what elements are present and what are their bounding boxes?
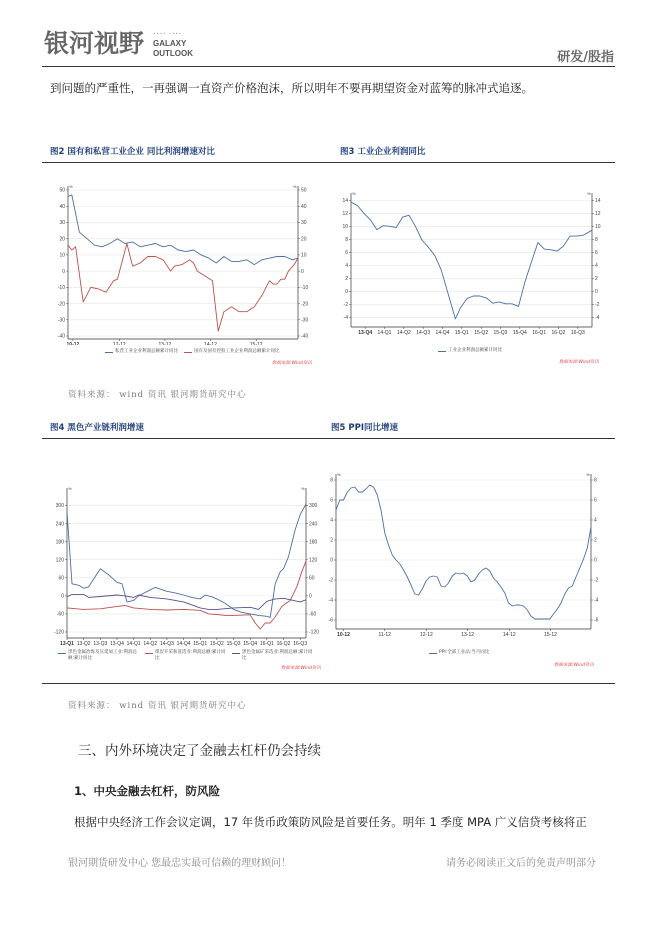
y-tick-label-right: -60	[309, 611, 317, 618]
x-tick-label: 15-Q4	[243, 641, 258, 647]
y-tick-label-right: 30	[301, 220, 307, 227]
figure-3-chart	[330, 180, 615, 345]
figure-2-title: 图2 国有和私营工业企业 同比利润增速对比	[50, 147, 215, 157]
y-tick-label-right: 240	[309, 521, 318, 528]
figure-3-title: 图3 工业企业利润同比	[340, 147, 426, 157]
y-tick-label-right: 14	[595, 197, 601, 204]
y-tick-label-right: 6	[594, 497, 597, 504]
x-tick-label: 11-12	[378, 632, 391, 638]
legend-label: PPI:全部工业品:当月同比	[439, 650, 490, 655]
y-tick-label-left: 300	[55, 503, 64, 510]
footer-right: 请务必阅读正文后的免责声明部分	[446, 858, 596, 869]
x-tick-label: 16-Q3	[570, 330, 585, 336]
legend-label: 黑色金属矿采选业:利润总额:累计同比	[242, 650, 313, 661]
section-subheading: 1、中央金融去杠杆，防风险	[74, 784, 221, 798]
x-tick-label: 16-Q1	[259, 641, 274, 647]
x-tick-label: 15-Q3	[226, 641, 241, 647]
y-tick-label-right: 0	[301, 268, 304, 275]
x-tick-label: 12-12	[419, 632, 433, 638]
chart2-source: 数据来源:Wind资讯	[272, 361, 312, 366]
chart2-legend-2	[184, 349, 280, 355]
header-rule	[42, 66, 615, 67]
unit-label-left: %	[352, 191, 356, 196]
section-tag: 研发/股指	[557, 50, 614, 65]
y-tick-label-left: 240	[55, 521, 64, 528]
y-tick-label-left: 6	[330, 497, 333, 504]
y-tick-label-right: 0	[309, 593, 312, 600]
x-tick-label: 15-Q2	[209, 641, 224, 647]
chart5-source: 数据来源:Wind资讯	[554, 663, 594, 668]
y-tick-label-right: 4	[594, 517, 597, 524]
legend-label: 私营工业企业利润总额累计同比	[115, 349, 178, 354]
x-tick-label: 15-12	[249, 342, 263, 345]
y-tick-label-left: -6	[328, 617, 333, 624]
chart3-legend	[438, 348, 502, 354]
y-tick-label-left: 8	[345, 237, 348, 244]
y-tick-label-left: 0	[62, 268, 65, 275]
x-tick-label: 16-Q3	[293, 641, 308, 647]
y-tick-label-left: -40	[57, 333, 65, 340]
logo-dots: •••• ••••	[153, 31, 183, 36]
x-tick-label: 14-Q4	[176, 641, 191, 647]
chart4-legend-3	[232, 650, 316, 661]
y-tick-label-right: -6	[594, 617, 599, 624]
footer-left: 银河期货研发中心 您最忠实最可信赖的理财顾问！	[68, 858, 292, 869]
y-tick-label-right: -20	[301, 301, 309, 308]
y-tick-label-left: -20	[57, 301, 65, 308]
y-tick-label-left: 60	[58, 575, 64, 582]
y-tick-label-right: 2	[594, 537, 597, 544]
y-tick-label-right: 0	[594, 557, 597, 564]
y-tick-label-left: 40	[59, 203, 65, 210]
x-tick-label: 12-12	[112, 342, 126, 345]
y-tick-label-right: 50	[301, 187, 307, 194]
x-tick-label: 13-Q1	[60, 641, 74, 647]
unit-label-right: %	[301, 486, 305, 491]
chart4-legend-1	[58, 650, 142, 661]
unit-label-right: %	[293, 184, 297, 189]
y-tick-label-right: 20	[301, 236, 307, 243]
source-note-2: 资料来源： wind 资讯 银河期货研究中心	[68, 701, 247, 711]
y-tick-label-right: 120	[309, 557, 318, 564]
x-tick-label: 16-Q2	[276, 641, 291, 647]
y-tick-label-left: -4	[343, 315, 348, 322]
chart2-legend-1	[105, 349, 178, 355]
chart3-source: 数据来源:Wind资讯	[559, 360, 599, 365]
y-tick-label-left: 12	[342, 210, 348, 217]
logo-english	[153, 39, 193, 59]
legend-label: 煤炭开采和洗选业:利润总额:累计同比	[155, 650, 226, 661]
x-tick-label: 15-Q1	[193, 641, 208, 647]
y-tick-label-right: 6	[595, 250, 598, 257]
x-tick-label: 16-Q2	[551, 330, 566, 336]
x-tick-label: 14-12	[204, 342, 217, 345]
legend-label: 黑色金属冶炼及压延加工业:利润总额:累计同比	[68, 650, 138, 661]
y-tick-label-left: -2	[328, 577, 333, 584]
y-tick-label-right: 180	[309, 539, 318, 546]
y-tick-label-right: -120	[309, 629, 320, 636]
unit-label-right: %	[586, 472, 590, 477]
y-tick-label-left: -10	[57, 285, 65, 292]
y-tick-label-left: 2	[345, 276, 348, 283]
x-tick-label: 15-Q2	[474, 330, 489, 336]
y-tick-label-left: -30	[57, 317, 65, 324]
y-tick-label-left: -2	[343, 302, 348, 309]
y-tick-label-right: 0	[595, 289, 598, 296]
intro-paragraph: 到问题的严重性，一再强调一直资产价格泡沫，所以明年不要再期望资金对蓝筹的脉冲式追逐。	[50, 81, 533, 95]
y-tick-label-left: 30	[59, 220, 65, 227]
y-tick-label-left: 14	[342, 197, 348, 204]
section-heading: 三、内外环境决定了金融去杠杆仍会持续	[78, 743, 321, 759]
y-tick-label-right: -30	[301, 317, 309, 324]
x-tick-label: 14-12	[502, 632, 516, 638]
y-tick-label-right: 8	[595, 237, 598, 244]
y-tick-label-right: 40	[301, 203, 307, 210]
figure-row2-rule	[42, 438, 615, 439]
x-tick-label: 10-12	[337, 632, 350, 638]
y-tick-label-left: 0	[61, 593, 64, 600]
y-tick-label-left: 2	[330, 537, 333, 544]
y-tick-label-right: -10	[301, 285, 309, 292]
x-tick-label: 13-12	[158, 342, 172, 345]
y-tick-label-right: 2	[595, 276, 598, 283]
unit-label-left: %	[337, 472, 341, 477]
chart4-source: 数据来源:Wind资讯	[281, 666, 321, 671]
series-line-3	[67, 594, 306, 609]
y-tick-label-right: -40	[301, 333, 309, 340]
x-tick-label: 14-Q3	[159, 641, 174, 647]
x-tick-label: 13-Q3	[93, 641, 108, 647]
figure-4-title: 图4 黑色产业链利润增速	[50, 423, 144, 433]
y-tick-label-left: 10	[59, 252, 65, 259]
y-tick-label-left: 10	[342, 224, 348, 231]
legend-swatch	[105, 352, 113, 353]
chart5-legend	[429, 650, 489, 656]
x-tick-label: 14-Q1	[126, 641, 141, 647]
x-tick-label: 13-Q4	[358, 330, 373, 336]
y-tick-label-left: -120	[53, 629, 64, 636]
x-tick-label: 13-Q4	[110, 641, 124, 647]
x-tick-label: 14-Q1	[377, 330, 392, 336]
y-tick-label-right: -2	[594, 577, 599, 584]
x-tick-label: 15-Q1	[454, 330, 469, 336]
legend-swatch	[438, 351, 446, 352]
y-tick-label-left: 180	[55, 539, 64, 546]
legend-swatch	[429, 653, 437, 654]
y-tick-label-right: 4	[595, 263, 598, 270]
y-tick-label-left: -4	[328, 597, 333, 604]
figure-2-chart	[40, 180, 320, 345]
legend-label: 工业企业利润总额累计同比	[448, 348, 502, 353]
series-line-1	[351, 202, 592, 319]
figure-4-chart	[40, 465, 325, 650]
figure-row2-bottom-rule	[42, 683, 615, 684]
x-tick-label: 15-12	[544, 632, 557, 638]
y-tick-label-right: 8	[594, 477, 597, 484]
legend-swatch	[145, 653, 153, 654]
y-tick-label-right: 12	[595, 210, 601, 217]
x-tick-label: 14-Q2	[143, 641, 158, 647]
x-tick-label: 14-Q4	[435, 330, 450, 336]
legend-swatch	[58, 653, 66, 654]
figure-5-chart	[325, 465, 615, 645]
series-line-1	[68, 195, 298, 265]
y-tick-label-left: 0	[330, 557, 333, 564]
y-tick-label-right: -2	[595, 302, 600, 309]
x-tick-label: 10-12	[66, 342, 80, 345]
x-tick-label: 13-Q2	[76, 641, 91, 647]
figure-row1-rule	[42, 162, 615, 163]
y-tick-label-right: 300	[309, 503, 318, 510]
y-tick-label-right: 60	[309, 575, 315, 582]
y-tick-label-left: 50	[59, 187, 65, 194]
x-tick-label: 13-12	[461, 632, 475, 638]
series-line-2	[67, 561, 306, 629]
y-tick-label-left: 120	[55, 557, 64, 564]
y-tick-label-right: -4	[594, 597, 599, 604]
unit-label-right: %	[587, 191, 591, 196]
legend-swatch	[232, 653, 240, 654]
logo-text: 银河视野	[44, 29, 145, 58]
source-note-1: 资料来源： wind 资讯 银河期货研究中心	[68, 390, 247, 400]
x-tick-label: 15-Q4	[512, 330, 527, 336]
x-tick-label: 16-Q1	[532, 330, 547, 336]
legend-label: 国有及国有控股工业企业利润总额累计同比	[194, 349, 280, 354]
series-line-1	[336, 485, 591, 619]
logo-en-line1: GALAXY	[153, 39, 187, 48]
y-tick-label-left: 20	[59, 236, 65, 243]
unit-label-left: %	[69, 184, 73, 189]
legend-swatch	[184, 352, 192, 353]
y-tick-label-left: -60	[56, 611, 64, 618]
y-tick-label-left: 4	[330, 517, 333, 524]
section-paragraph: 根据中央经济工作会议定调，17 年货币政策防风险是首要任务。明年 1 季度 MPA 广义信贷考核将正	[74, 815, 587, 829]
figure-5-title: 图5 PPI同比增速	[331, 423, 398, 433]
y-tick-label-left: 8	[330, 477, 333, 484]
logo-en-line2: OUTLOOK	[153, 49, 193, 58]
y-tick-label-right: -4	[595, 315, 600, 322]
y-tick-label-left: 6	[345, 250, 348, 257]
x-tick-label: 14-Q2	[396, 330, 411, 336]
unit-label-left: %	[68, 486, 72, 491]
y-tick-label-right: 10	[301, 252, 307, 259]
chart4-legend-2	[145, 650, 229, 661]
x-tick-label: 14-Q3	[416, 330, 431, 336]
x-tick-label: 15-Q3	[493, 330, 508, 336]
y-tick-label-left: 0	[345, 289, 348, 296]
y-tick-label-left: 4	[345, 263, 348, 270]
y-tick-label-right: 10	[595, 224, 601, 231]
